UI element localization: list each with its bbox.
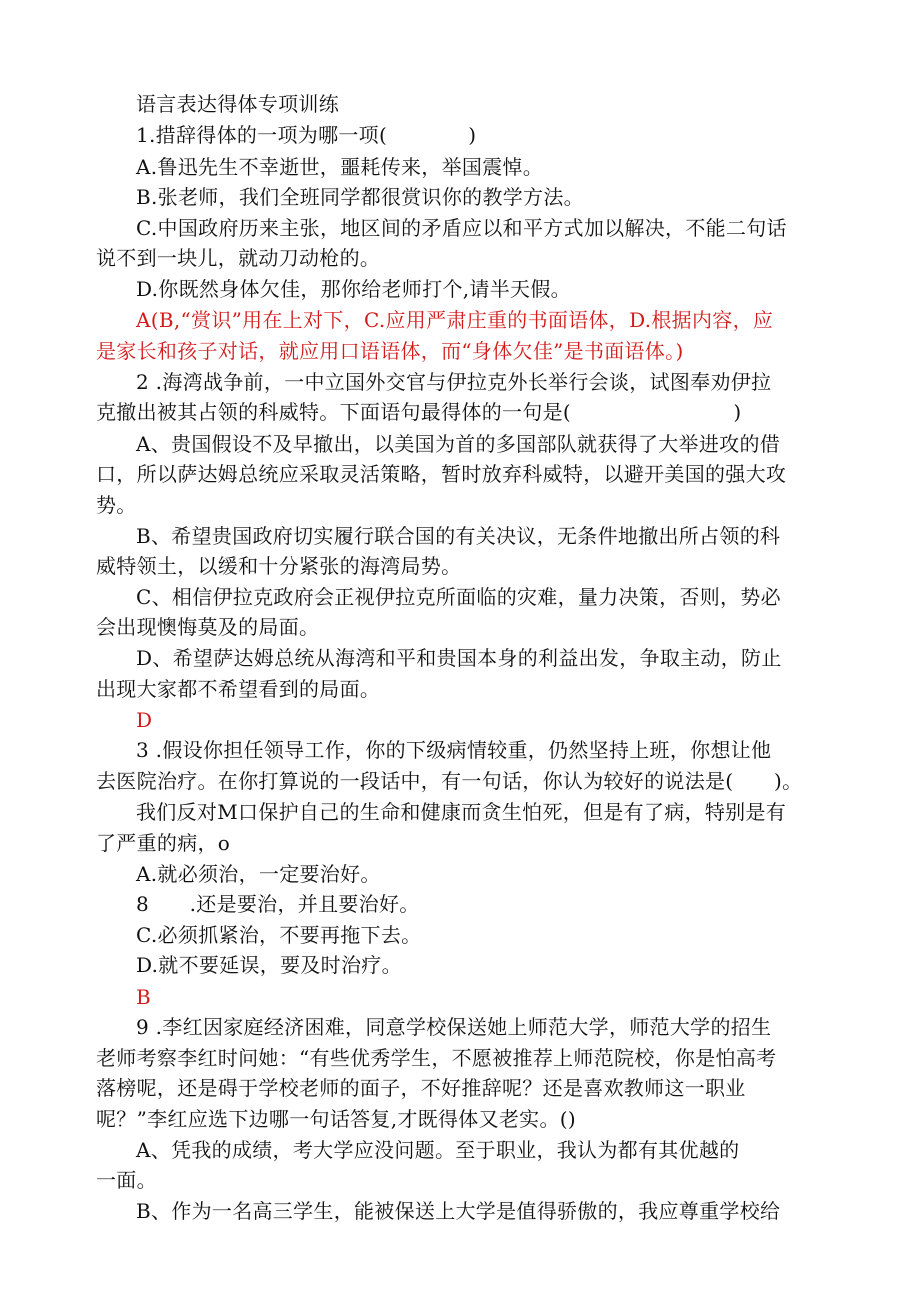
question-3-option-d: D.就不要延误，要及时治疗。 <box>136 953 402 977</box>
question-1-option-c: C.中国政府历来主张，地区间的矛盾应以和平方式加以解决，不能二句话 <box>136 216 787 240</box>
question-4-option-b: B、作为一名高三学生，能被保送上大学是值得骄傲的，我应尊重学校给 <box>136 1199 781 1223</box>
question-1-answer-cont: 是家长和孩子对话，就应用口语语体，而“身体欠佳”是书面语体。) <box>96 339 684 363</box>
page-title: 语言表达得体专项训练 <box>136 92 339 116</box>
question-3-stem-cont3: 了严重的病，o <box>96 831 231 855</box>
question-2-option-a: A、贵国假设不及早撤出，以美国为首的多国部队就获得了大举进攻的借 <box>136 432 781 456</box>
question-3-option-a: A.就必须治，一定要治好。 <box>136 862 381 886</box>
question-2-option-b-cont: 威特领土，以缓和十分紧张的海湾局势。 <box>96 554 462 578</box>
question-4-stem: 9 .李红因家庭经济困难，同意学校保送她上师范大学，师范大学的招生 <box>136 1015 772 1039</box>
question-3-stem-cont2: 我们反对M口保护自己的生命和健康而贪生怕死，但是有了病，特别是有 <box>136 800 787 824</box>
question-2-stem: 2 .海湾战争前，一中立国外交官与伊拉克外长举行会谈，试图奉劝伊拉 <box>136 370 772 394</box>
question-1-option-a: A.鲁迅先生不幸逝世，噩耗传来，举国震悼。 <box>136 155 544 179</box>
question-2-option-c: C、相信伊拉克政府会正视伊拉克所面临的灾难，量力决策，否则，势必 <box>136 585 781 609</box>
question-4-stem-cont3: 呢？”李红应选下边哪一句话答复,才既得体又老实。() <box>96 1107 576 1131</box>
question-2-option-c-cont: 会出现懊悔莫及的局面。 <box>96 615 320 639</box>
question-2-answer: D <box>136 708 153 732</box>
question-1-option-b: B.张老师，我们全班同学都很赏识你的教学方法。 <box>136 185 584 209</box>
question-2-option-a-cont: 口，所以萨达姆总统应采取灵活策略，暂时放弃科威特，以避开美国的强大攻 <box>96 462 787 486</box>
question-3-option-b: 8 .还是要治，并且要治好。 <box>136 892 420 916</box>
question-4-option-a-cont: 一面。 <box>96 1168 157 1192</box>
question-2-option-d-cont: 出现大家都不希望看到的局面。 <box>96 677 381 701</box>
question-1-option-d: D.你既然身体欠佳，那你给老师打个,请半天假。 <box>136 277 571 301</box>
question-4-stem-cont: 老师考察李红时问她：“有些优秀学生，不愿被推荐上师范院校，你是怕高考 <box>96 1046 777 1070</box>
question-3-answer: B <box>136 985 151 1009</box>
question-2-stem-cont: 克撤出被其占领的科威特。下面语句最得体的一句是( ) <box>96 400 742 424</box>
question-3-option-c: C.必须抓紧治，不要再拖下去。 <box>136 923 422 947</box>
question-1-stem: 1.措辞得体的一项为哪一项( ) <box>136 123 477 147</box>
question-2-option-d: D、希望萨达姆总统从海湾和平和贵国本身的利益出发，争取主动，防止 <box>136 646 782 670</box>
question-4-option-a: A、凭我的成绩，考大学应没问题。至于职业，我认为都有其优越的 <box>136 1138 740 1162</box>
question-1-answer: A(B,“赏识”用在上对下，C.应用严肃庄重的书面语体，D.根据内容，应 <box>136 308 774 332</box>
question-2-option-a-cont2: 势。 <box>96 493 137 517</box>
question-3-stem-cont: 去医院治疗。在你打算说的一段话中，有一句话，你认为较好的说法是( )。 <box>96 769 803 793</box>
question-4-stem-cont2: 落榜呢，还是碍于学校老师的面子，不好推辞呢？还是喜欢教师这一职业 <box>96 1076 746 1100</box>
question-1-option-c-cont: 说不到一块儿，就动刀动枪的。 <box>96 246 381 270</box>
question-3-stem: 3 .假设你担任领导工作，你的下级病情较重，仍然坚持上班，你想让他 <box>136 738 772 762</box>
question-2-option-b: B、希望贵国政府切实履行联合国的有关决议，无条件地撤出所占领的科 <box>136 524 781 548</box>
